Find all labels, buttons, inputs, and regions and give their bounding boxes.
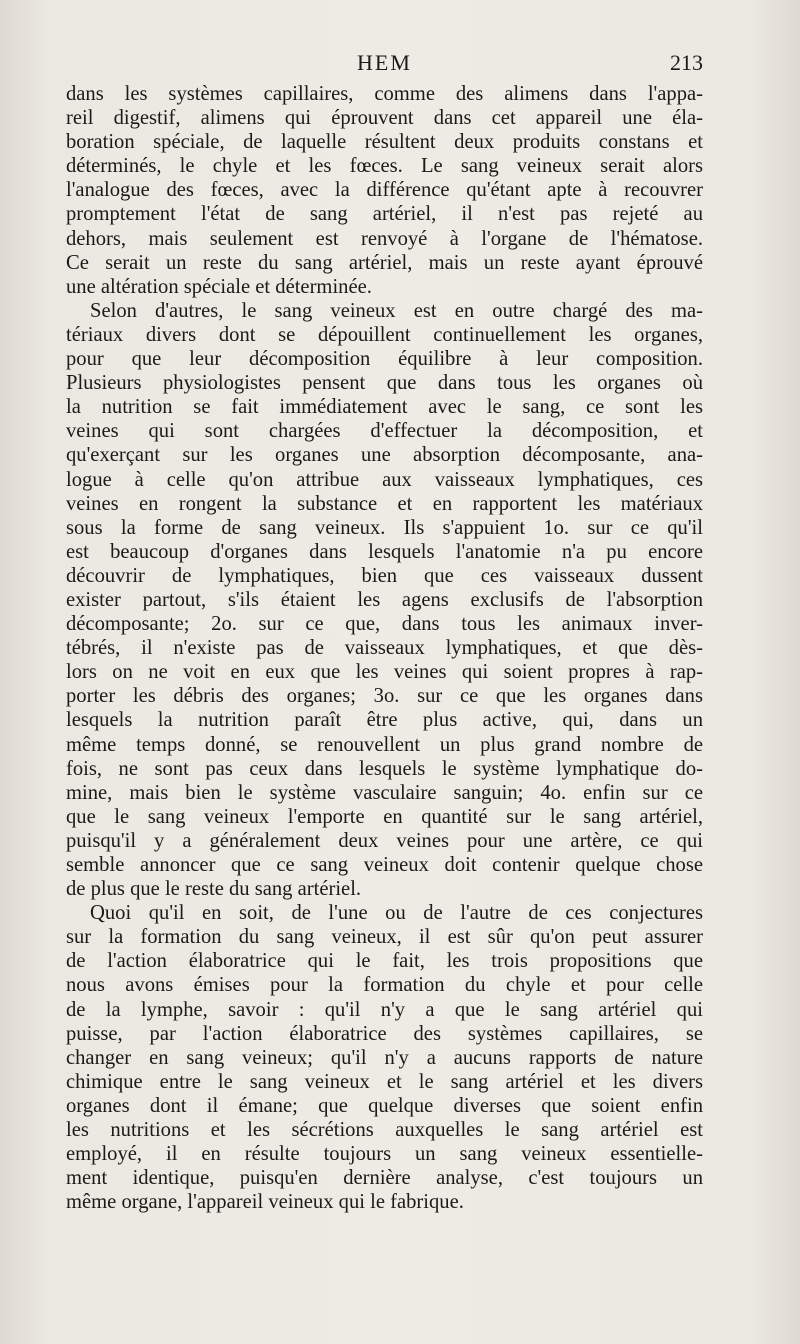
text-line: reil digestif, alimens qui éprouvent dans cet appareil une éla- bbox=[66, 107, 703, 130]
text-line: sous la forme de sang veineux. Ils s'appuient 1o. sur ce qu'il bbox=[66, 516, 703, 539]
text-line: chimique entre le sang veineux et le sang artériel et les divers bbox=[66, 1070, 703, 1093]
text-line: sur la formation du sang veineux, il est sûr qu'on peut assurer bbox=[66, 926, 703, 949]
text-line: les nutritions et les sécrétions auxquelles le sang artériel est bbox=[66, 1119, 703, 1142]
text-line: Ce serait un reste du sang artériel, mais un reste ayant éprouvé bbox=[66, 251, 703, 274]
text-line: mine, mais bien le système vasculaire sanguin; 4o. enfin sur ce bbox=[66, 781, 703, 804]
text-line: l'analogue des fœces, avec la différence qu'étant apte à recouvrer bbox=[66, 179, 703, 202]
text-line: lors on ne voit en eux que les veines qui soient propres à rap- bbox=[66, 661, 703, 684]
text-line: veines en rongent la substance et en rapportent les matériaux bbox=[66, 492, 703, 515]
text-line: ment identique, puisqu'en dernière analyse, c'est toujours un bbox=[66, 1167, 703, 1190]
text-line: décomposante; 2o. sur ce que, dans tous les animaux inver- bbox=[66, 613, 703, 636]
text-line: nous avons émises pour la formation du chyle et pour celle bbox=[66, 974, 703, 997]
text-line: fois, ne sont pas ceux dans lesquels le système lymphatique do- bbox=[66, 757, 703, 780]
text-line: Selon d'autres, le sang veineux est en outre chargé des ma- bbox=[90, 299, 703, 322]
text-line: découvrir de lymphatiques, bien que ces vaisseaux dussent bbox=[66, 564, 703, 587]
page-header bbox=[66, 50, 703, 80]
text-line: même organe, l'appareil veineux qui le fabrique. bbox=[66, 1191, 464, 1214]
text-line: promptement l'état de sang artériel, il n'est pas rejeté au bbox=[66, 203, 703, 226]
text-line: une altération spéciale et déterminée. bbox=[66, 275, 372, 298]
text-line: puisqu'il y a généralement deux veines pour une artère, ce qui bbox=[66, 829, 703, 852]
text-line: déterminés, le chyle et les fœces. Le sang veineux serait alors bbox=[66, 155, 703, 178]
text-line: dehors, mais seulement est renvoyé à l'organe de l'hématose. bbox=[66, 227, 703, 250]
body-text bbox=[66, 82, 703, 1214]
text-line: changer en sang veineux; qu'il n'y a aucuns rapports de nature bbox=[66, 1046, 703, 1069]
text-line: Quoi qu'il en soit, de l'une ou de l'autre de ces conjectures bbox=[90, 902, 703, 925]
text-line: de plus que le reste du sang artériel. bbox=[66, 878, 362, 901]
text-line: boration spéciale, de laquelle résultent deux produits constans et bbox=[66, 131, 703, 154]
text-line: que le sang veineux l'emporte en quantité sur le sang artériel, bbox=[66, 805, 703, 828]
text-line: Plusieurs physiologistes pensent que dans tous les organes où bbox=[66, 372, 703, 395]
text-line: puisse, par l'action élaboratrice des systèmes capillaires, se bbox=[66, 1022, 703, 1045]
text-line: pour que leur décomposition équilibre à leur composition. bbox=[66, 348, 703, 371]
text-line: est beaucoup d'organes dans lesquels l'anatomie n'a pu encore bbox=[66, 540, 703, 563]
text-line: employé, il en résulte toujours un sang veineux essentielle- bbox=[66, 1143, 703, 1166]
text-line: tériaux divers dont se dépouillent continuellement les organes, bbox=[66, 323, 703, 346]
text-line: de l'action élaboratrice qui le fait, les trois propositions que bbox=[66, 950, 703, 973]
text-line: semble annoncer que ce sang veineux doit contenir quelque chose bbox=[66, 854, 703, 876]
running-head: HEM bbox=[357, 50, 412, 75]
text-line: même temps donné, se renouvellent un plus grand nombre de bbox=[66, 733, 703, 756]
text-line: de la lymphe, savoir : qu'il n'y a que le sang artériel qui bbox=[66, 998, 703, 1021]
page-number: 213 bbox=[670, 50, 703, 75]
text-line: organes dont il émane; que quelque diverses que soient enfin bbox=[66, 1094, 703, 1117]
text-line: tébrés, il n'existe pas de vaisseaux lymphatiques, et que dès- bbox=[66, 637, 703, 660]
text-line: exister partout, s'ils étaient les agens exclusifs de l'absorption bbox=[66, 588, 703, 611]
text-line: veines qui sont chargées d'effectuer la décomposition, et bbox=[66, 420, 703, 443]
text-line: logue à celle qu'on attribue aux vaisseaux lymphatiques, ces bbox=[66, 468, 703, 491]
text-line: lesquels la nutrition paraît être plus active, qui, dans un bbox=[66, 709, 703, 732]
text-line: porter les débris des organes; 3o. sur ce que les organes dans bbox=[66, 685, 703, 708]
text-line: qu'exerçant sur les organes une absorption décomposante, ana- bbox=[66, 444, 703, 467]
text-line: dans les systèmes capillaires, comme des alimens dans l'appa- bbox=[66, 83, 703, 105]
text-line: la nutrition se fait immédiatement avec le sang, ce sont les bbox=[66, 396, 703, 419]
